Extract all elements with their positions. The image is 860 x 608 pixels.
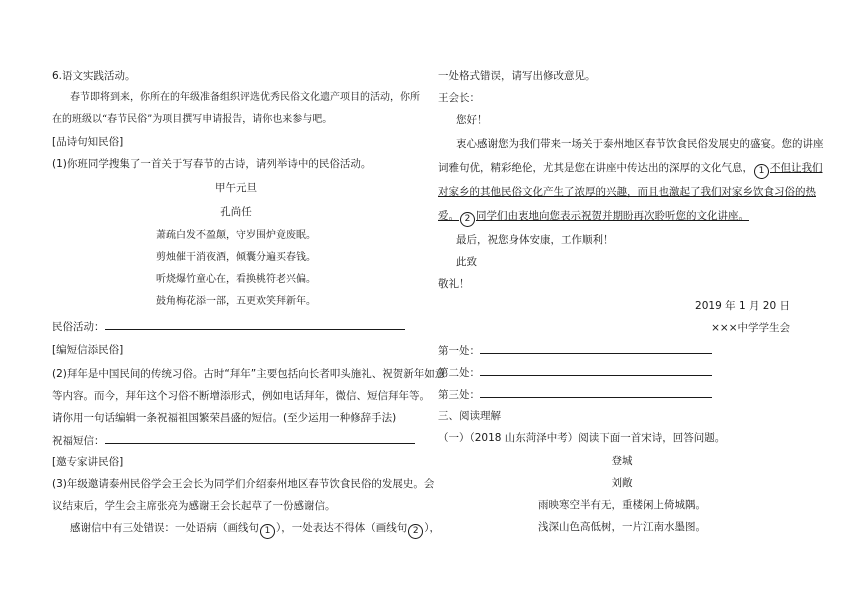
zhufu-answer-blank[interactable] — [105, 433, 415, 444]
intro-line-1: 春节即将到来，你所在的年级准备组织评选优秀民俗文化遗产项目的活动，你所 — [70, 92, 420, 103]
underlined-sentence-2: 同学们由衷地向您表示祝贺并期盼再次聆听您的文化讲座。 — [476, 210, 749, 222]
reading-poem-title: 登城 — [611, 455, 633, 467]
question-3-line-2: 议结束后，学生会主席张亮为感谢王会长起草了一份感谢信。 — [52, 500, 336, 512]
circled-number-2: 2 — [408, 524, 423, 539]
reading-poem-line: 浅深山色高低树，一片江南水墨图。 — [538, 521, 706, 533]
question-6-title: 6.语文实践活动。 — [52, 70, 136, 82]
minsu-answer-blank[interactable] — [105, 319, 405, 330]
error-2-blank[interactable] — [480, 365, 712, 376]
intro-line-2: 在的班级以“春节民俗”为项目撰写申请报告，请你也来参与吧。 — [52, 114, 333, 125]
letter-greeting: 您好！ — [456, 114, 488, 126]
zhufu-label: 祝福短信： — [52, 435, 105, 447]
poem-title: 甲午元旦 — [215, 182, 257, 194]
underlined-sentence-1-end: 爱。 — [438, 210, 459, 222]
section-reading: 三、阅读理解 — [438, 410, 501, 422]
q3-text-b: ），一处表达不得体（画线句 — [276, 522, 408, 534]
underlined-sentence-1: 不但让我们 — [770, 162, 823, 174]
letter-salutation: 王会长： — [438, 92, 480, 104]
letter-body-line-1: 衷心感谢您为我们带来一场关于泰州地区春节饮食民俗发展史的盛宴。您的讲座 — [456, 138, 824, 150]
letter-jingli: 敬礼！ — [438, 278, 470, 290]
q3-text-a: 感谢信中有三处错误：一处语病（画线句 — [70, 522, 259, 534]
poem-line: 鼓角梅花添一部，五更欢笑拜新年。 — [156, 296, 316, 307]
minsu-label: 民俗活动： — [52, 321, 105, 333]
error-1-label: 第一处： — [438, 345, 480, 357]
underlined-sentence-1-cont: 对家乡的其他民俗文化产生了浓厚的兴趣，而且也激起了我们对家乡饮食习俗的热 — [438, 186, 816, 198]
poem-line: 剪烛催干消夜酒，倾囊分遍买春钱。 — [156, 252, 316, 263]
question-2-line-3: 请你用一句话编辑一条祝福祖国繁荣昌盛的短信。(至少运用一种修辞手法) — [52, 412, 397, 424]
question-3-line-3 — [70, 521, 440, 539]
section-heading-sms: [编短信添民俗] — [52, 344, 124, 356]
question-3-continuation: 一处格式错误，请写出修改意见。 — [438, 70, 596, 82]
error-3-row — [438, 387, 712, 402]
reading-poem-author: 刘敞 — [611, 477, 633, 489]
question-2-line-2: 等内容。而今，拜年这个习俗不断增添形式，例如电话拜年，微信、短信拜年等。 — [52, 390, 430, 402]
error-3-blank[interactable] — [480, 387, 712, 398]
error-1-blank[interactable] — [480, 343, 712, 354]
question-1-text: (1)你班同学搜集了一首关于写春节的古诗，请列举诗中的民俗活动。 — [52, 158, 372, 170]
question-2-line-1: (2)拜年是中国民间的传统习俗。古时“拜年”主要包括向长者叩头施礼、祝贺新年如意 — [52, 368, 446, 380]
reading-poem-line: 雨映寒空半有无，重楼闲上倚城隅。 — [538, 499, 706, 511]
letter-cizhi: 此致 — [456, 256, 477, 268]
letter-body-line-4 — [438, 209, 749, 227]
poem-author: 孔尚任 — [220, 206, 252, 218]
letter-closing: 最后，祝您身体安康，工作顺利！ — [456, 234, 614, 246]
reading-question: （一）（2018 山东菏泽中考）阅读下面一首宋诗，回答问题。 — [438, 432, 726, 444]
circled-number-1: 1 — [260, 524, 275, 539]
error-2-row — [438, 365, 712, 380]
letter-body-text: 词雅句优，精彩绝伦，尤其是您在讲座中传达出的深厚的文化气息， — [438, 162, 753, 174]
section-heading-poem: [品诗句知民俗] — [52, 136, 124, 148]
letter-signer: ×××中学学生会 — [711, 322, 790, 334]
circled-number-1: 1 — [754, 164, 769, 179]
q3-text-c: ）， — [424, 522, 440, 534]
error-2-label: 第二处： — [438, 367, 480, 379]
circled-number-2: 2 — [460, 212, 475, 227]
zhufu-answer-row — [52, 433, 415, 448]
section-heading-expert: [邀专家讲民俗] — [52, 456, 124, 468]
minsu-answer-row — [52, 319, 405, 334]
letter-body-line-2 — [438, 161, 823, 179]
poem-line: 听烧爆竹童心在，看换桃符老兴偏。 — [156, 274, 316, 285]
poem-line: 萧疏白发不盈颠，守岁围炉竟废眠。 — [156, 230, 316, 241]
question-3-line-1: (3)年级邀请泰州民俗学会王会长为同学们介绍泰州地区春节饮食民俗的发展史。会 — [52, 478, 435, 490]
error-3-label: 第三处： — [438, 389, 480, 401]
letter-date: 2019 年 1 月 20 日 — [695, 300, 790, 312]
error-1-row — [438, 343, 712, 358]
